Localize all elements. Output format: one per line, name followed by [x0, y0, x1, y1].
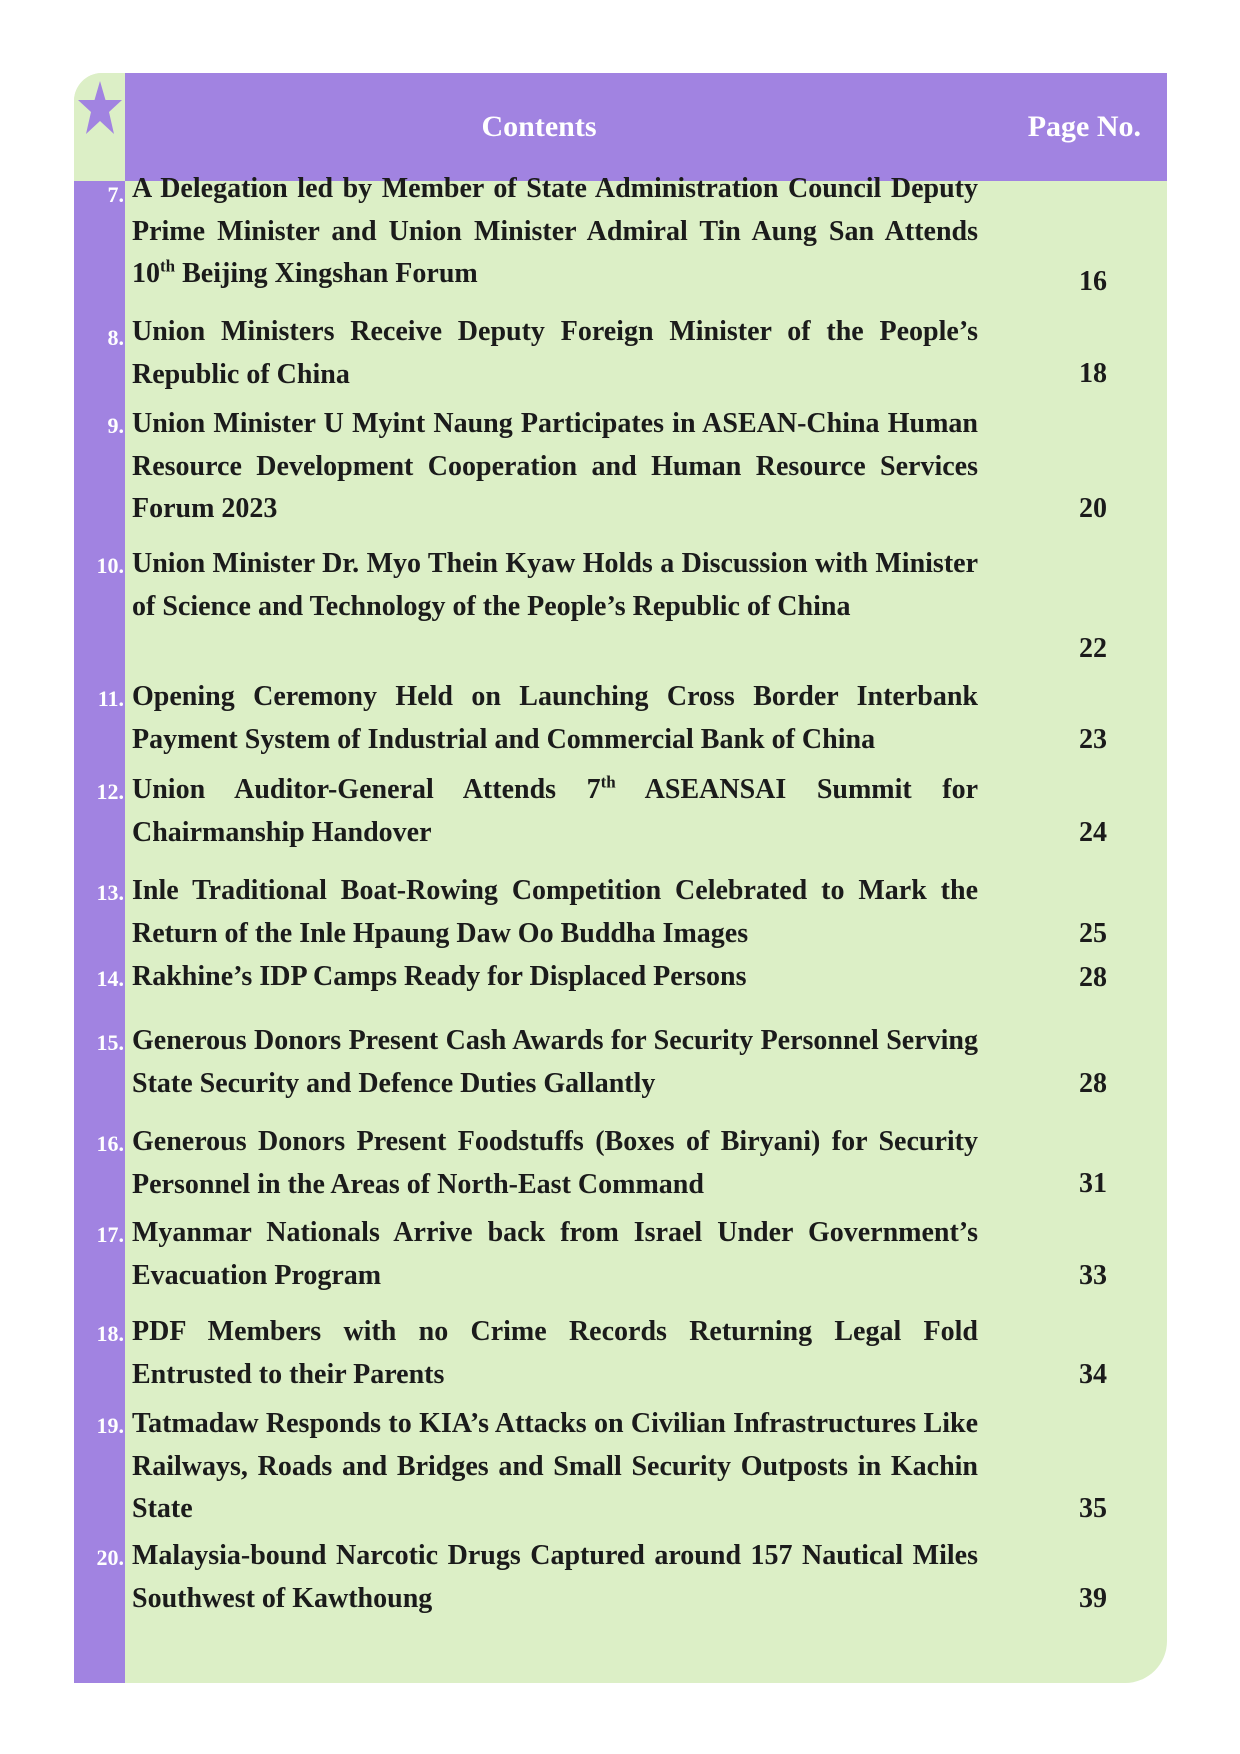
entry-number: 19.	[96, 1413, 124, 1438]
entry-number: 10.	[96, 553, 124, 578]
entry-page: 39	[1079, 1582, 1107, 1614]
header-corner	[74, 73, 125, 181]
entry-title: Opening Ceremony Held on Launching Cross Border Interbank Payment System of Industrial and Commercial Bank of China	[132, 681, 978, 755]
entry-title: Tatmadaw Responds to KIA’s Attacks on Civilian Infrastructures Like Railways, Roads and Bridges and Small Security Outposts in Kachin State	[132, 1408, 978, 1524]
toc-entry[interactable]	[74, 1403, 1167, 1530]
entry-number: 7.	[107, 182, 124, 207]
entry-number: 11.	[97, 686, 124, 711]
entry-title: Union Minister Dr. Myo Thein Kyaw Holds a Discussion with Minister of Science and Technology of the People’s Republic of China	[132, 548, 978, 622]
entry-page: 31	[1079, 1167, 1107, 1199]
entry-title: Rakhine’s IDP Camps Ready for Displaced Persons	[132, 961, 747, 992]
entry-page: 20	[1079, 492, 1107, 524]
toc-entry[interactable]	[74, 769, 1167, 854]
entry-title: Generous Donors Present Cash Awards for Security Personnel Serving State Security and Defence Duties Gallantly	[132, 1025, 978, 1099]
toc-entry[interactable]	[74, 311, 1167, 395]
entry-page: 23	[1079, 723, 1107, 755]
entry-page: 25	[1079, 917, 1107, 949]
toc-entry[interactable]	[74, 676, 1167, 761]
entry-title: Union Minister U Myint Naung Participates in ASEAN-China Human Resource Development Cooperation and Human Resource Services Forum 2023	[132, 408, 978, 524]
entry-title: Malaysia-bound Narcotic Drugs Captured around 157 Nautical Miles Southwest of Kawthoung	[132, 1540, 978, 1614]
entry-title: Union Auditor-General Attends 7th ASEANSAI Summit for Chairmanship Handover	[132, 772, 978, 848]
entry-title: Generous Donors Present Foodstuffs (Boxes of Biryani) for Security Personnel in the Areas of North-East Command	[132, 1126, 978, 1200]
page-no-heading: Page No.	[1027, 110, 1141, 143]
entry-page: 22	[1079, 632, 1107, 664]
entry-number: 18.	[96, 1321, 124, 1346]
entry-number: 12.	[96, 779, 124, 804]
toc-entry[interactable]	[74, 1020, 1167, 1105]
entry-number: 14.	[96, 966, 124, 991]
entry-page: 28	[1079, 1067, 1107, 1099]
entry-number: 20.	[96, 1545, 124, 1570]
entry-title: A Delegation led by Member of State Administration Council Deputy Prime Minister and Union Minister Admiral Tin Aung San Attends 10th Beijing Xingshan Forum	[132, 173, 978, 289]
toc-entry[interactable]	[74, 956, 1167, 999]
entry-number: 15.	[96, 1030, 124, 1055]
entry-page: 16	[1079, 265, 1107, 297]
entry-page: 35	[1079, 1492, 1107, 1524]
entry-title: Union Ministers Receive Deputy Foreign Minister of the People’s Republic of China	[132, 316, 978, 390]
entry-page: 33	[1079, 1259, 1107, 1291]
entry-title: Inle Traditional Boat-Rowing Competition Celebrated to Mark the Return of the Inle Hpaung Daw Oo Buddha Images	[132, 875, 978, 949]
entry-page: 28	[1079, 961, 1107, 993]
entry-number: 9.	[107, 413, 124, 438]
toc-entry[interactable]	[74, 543, 1167, 670]
entry-title: PDF Members with no Crime Records Returning Legal Fold Entrusted to their Parents	[132, 1316, 978, 1390]
toc-entry[interactable]	[74, 168, 1167, 303]
entry-title: Myanmar Nationals Arrive back from Israel Under Government’s Evacuation Program	[132, 1217, 978, 1291]
toc-entry[interactable]	[74, 870, 1167, 955]
entry-page: 34	[1079, 1358, 1107, 1390]
entry-page: 24	[1079, 816, 1107, 848]
toc-entry[interactable]	[74, 1311, 1167, 1396]
toc-entry[interactable]	[74, 1535, 1167, 1620]
contents-panel	[74, 73, 1167, 1683]
toc-entry[interactable]	[74, 1212, 1167, 1297]
star-icon	[77, 79, 123, 139]
entry-number: 17.	[96, 1222, 124, 1247]
entry-number: 13.	[96, 880, 124, 905]
entry-number: 16.	[96, 1131, 124, 1156]
toc-entry[interactable]	[74, 403, 1167, 530]
toc-entry[interactable]	[74, 1121, 1167, 1205]
contents-heading: Contents	[481, 110, 597, 143]
entry-number: 8.	[107, 325, 124, 350]
entry-page: 18	[1079, 357, 1107, 389]
